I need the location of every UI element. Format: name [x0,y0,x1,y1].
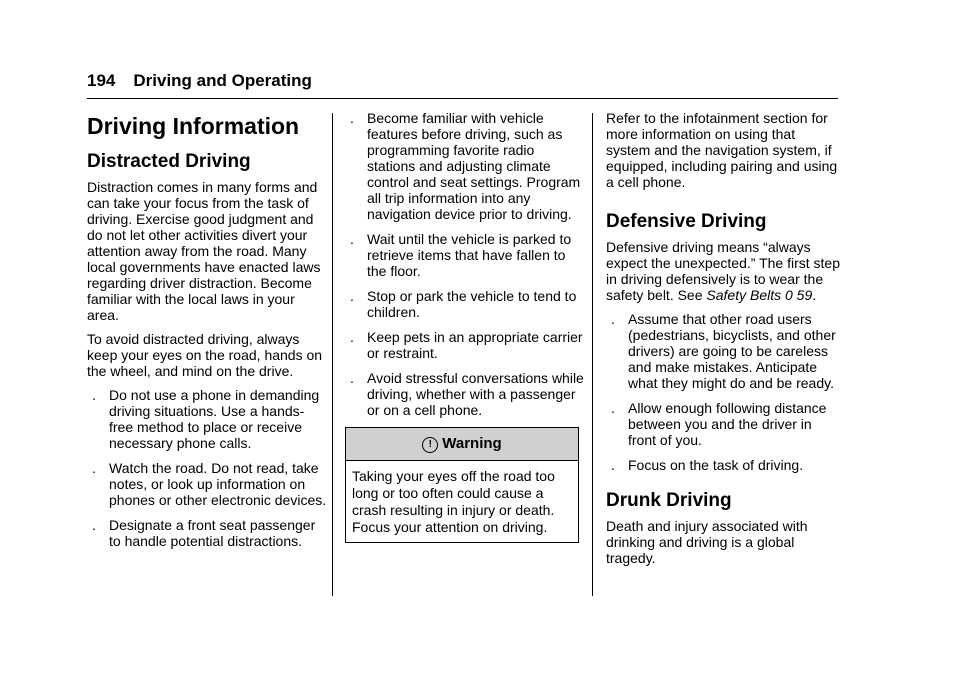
bullet-text: Assume that other road users (pedestrians, bicyclists, and other drivers) are going to be careless and make mistakes. Anticipate what they might do and be ready. [628,311,836,391]
column-divider-1 [332,113,333,596]
bullet-item [345,288,585,320]
bullet-icon: . [350,288,354,304]
warning-title: Warning [442,435,502,452]
bullet-text: Keep pets in an appropriate carrier or restraint. [367,329,583,361]
bullet-icon: . [350,110,354,126]
bullet-item [345,231,585,279]
header-rule [87,98,838,99]
bullet-item [345,110,585,222]
paragraph: To avoid distracted driving, always keep your eyes on the road, hands on the wheel, and mind on the drive. [87,331,323,379]
bullet-icon: . [350,370,354,386]
column-divider-2 [592,113,593,596]
paragraph-end: . [812,287,817,303]
bullet-icon: . [92,460,96,476]
bullet-text: Allow enough following distance between you and the driver in front of you. [628,400,827,448]
bullet-text: Stop or park the vehicle to tend to children. [367,288,577,320]
warning-icon: ! [422,437,438,453]
bullet-item [87,387,327,451]
paragraph-text: Defensive driving means “always expect the unexpected.” The first step in driving defensively is to wear the safety belt. See [606,239,840,303]
bullet-item [87,460,327,508]
bullet-item [345,370,585,418]
bullet-item [345,329,585,361]
bullet-text: Designate a front seat passenger to handle potential distractions. [109,517,316,549]
bullet-icon: . [611,311,615,327]
warning-header [346,428,578,461]
warning-text: Taking your eyes off the road too long or too often could cause a crash resulting in injury or death. Focus your attention on driving. [352,468,555,535]
column-1 [87,110,327,558]
heading-distracted-driving: Distracted Driving [87,151,251,172]
column-2 [345,110,585,543]
bullet-item [606,311,842,391]
bullet-text: Avoid stressful conversations while driving, whether with a passenger or on a cell phone. [367,370,584,418]
warning-box [345,427,579,543]
bullet-icon: . [92,517,96,533]
bullet-text: Focus on the task of driving. [628,457,804,473]
cross-reference-link[interactable]: Safety Belts [706,287,782,303]
bullet-icon: . [350,329,354,345]
bullet-text: Become familiar with vehicle features before driving, such as programming favorite radio stations and adjusting climate control and seat settings. Program all trip information into any navigation device prior to driving. [367,110,581,222]
bullet-item [87,517,327,549]
bullet-text: Do not use a phone in demanding driving situations. Use a hands-free method to place or receive necessary phone calls. [109,387,320,451]
bullet-icon: . [92,387,96,403]
heading-drunk-driving: Drunk Driving [606,490,732,511]
bullet-item [606,457,842,473]
paragraph: Distraction comes in many forms and can take your focus from the task of driving. Exercise good judgment and do not let other activities divert your attention away from the road. Many local governments have enacted laws regarding driver distraction. Become familiar with the local laws in your area. [87,179,321,323]
bullet-icon: . [350,231,354,247]
bullet-text: Watch the road. Do not read, take notes, or look up information on phones or other electronic devices. [109,460,327,508]
page-reference: 0 59 [781,287,813,303]
paragraph: Death and injury associated with drinking and driving is a global tragedy. [606,518,808,566]
page-number: 194 [87,71,116,90]
column-3 [606,110,842,574]
page-title: Driving Information [87,113,300,139]
bullet-icon: . [611,400,615,416]
section-title: Driving and Operating [133,71,312,90]
paragraph [606,239,842,303]
heading-defensive-driving: Defensive Driving [606,211,767,232]
paragraph: Refer to the infotainment section for more information on using that system and the navigation system, if equipped, including pairing and using a cell phone. [606,110,838,190]
bullet-icon: . [611,457,615,473]
bullet-item [606,400,842,448]
page-header [87,71,312,91]
bullet-text: Wait until the vehicle is parked to retrieve items that have fallen to the floor. [367,231,572,279]
